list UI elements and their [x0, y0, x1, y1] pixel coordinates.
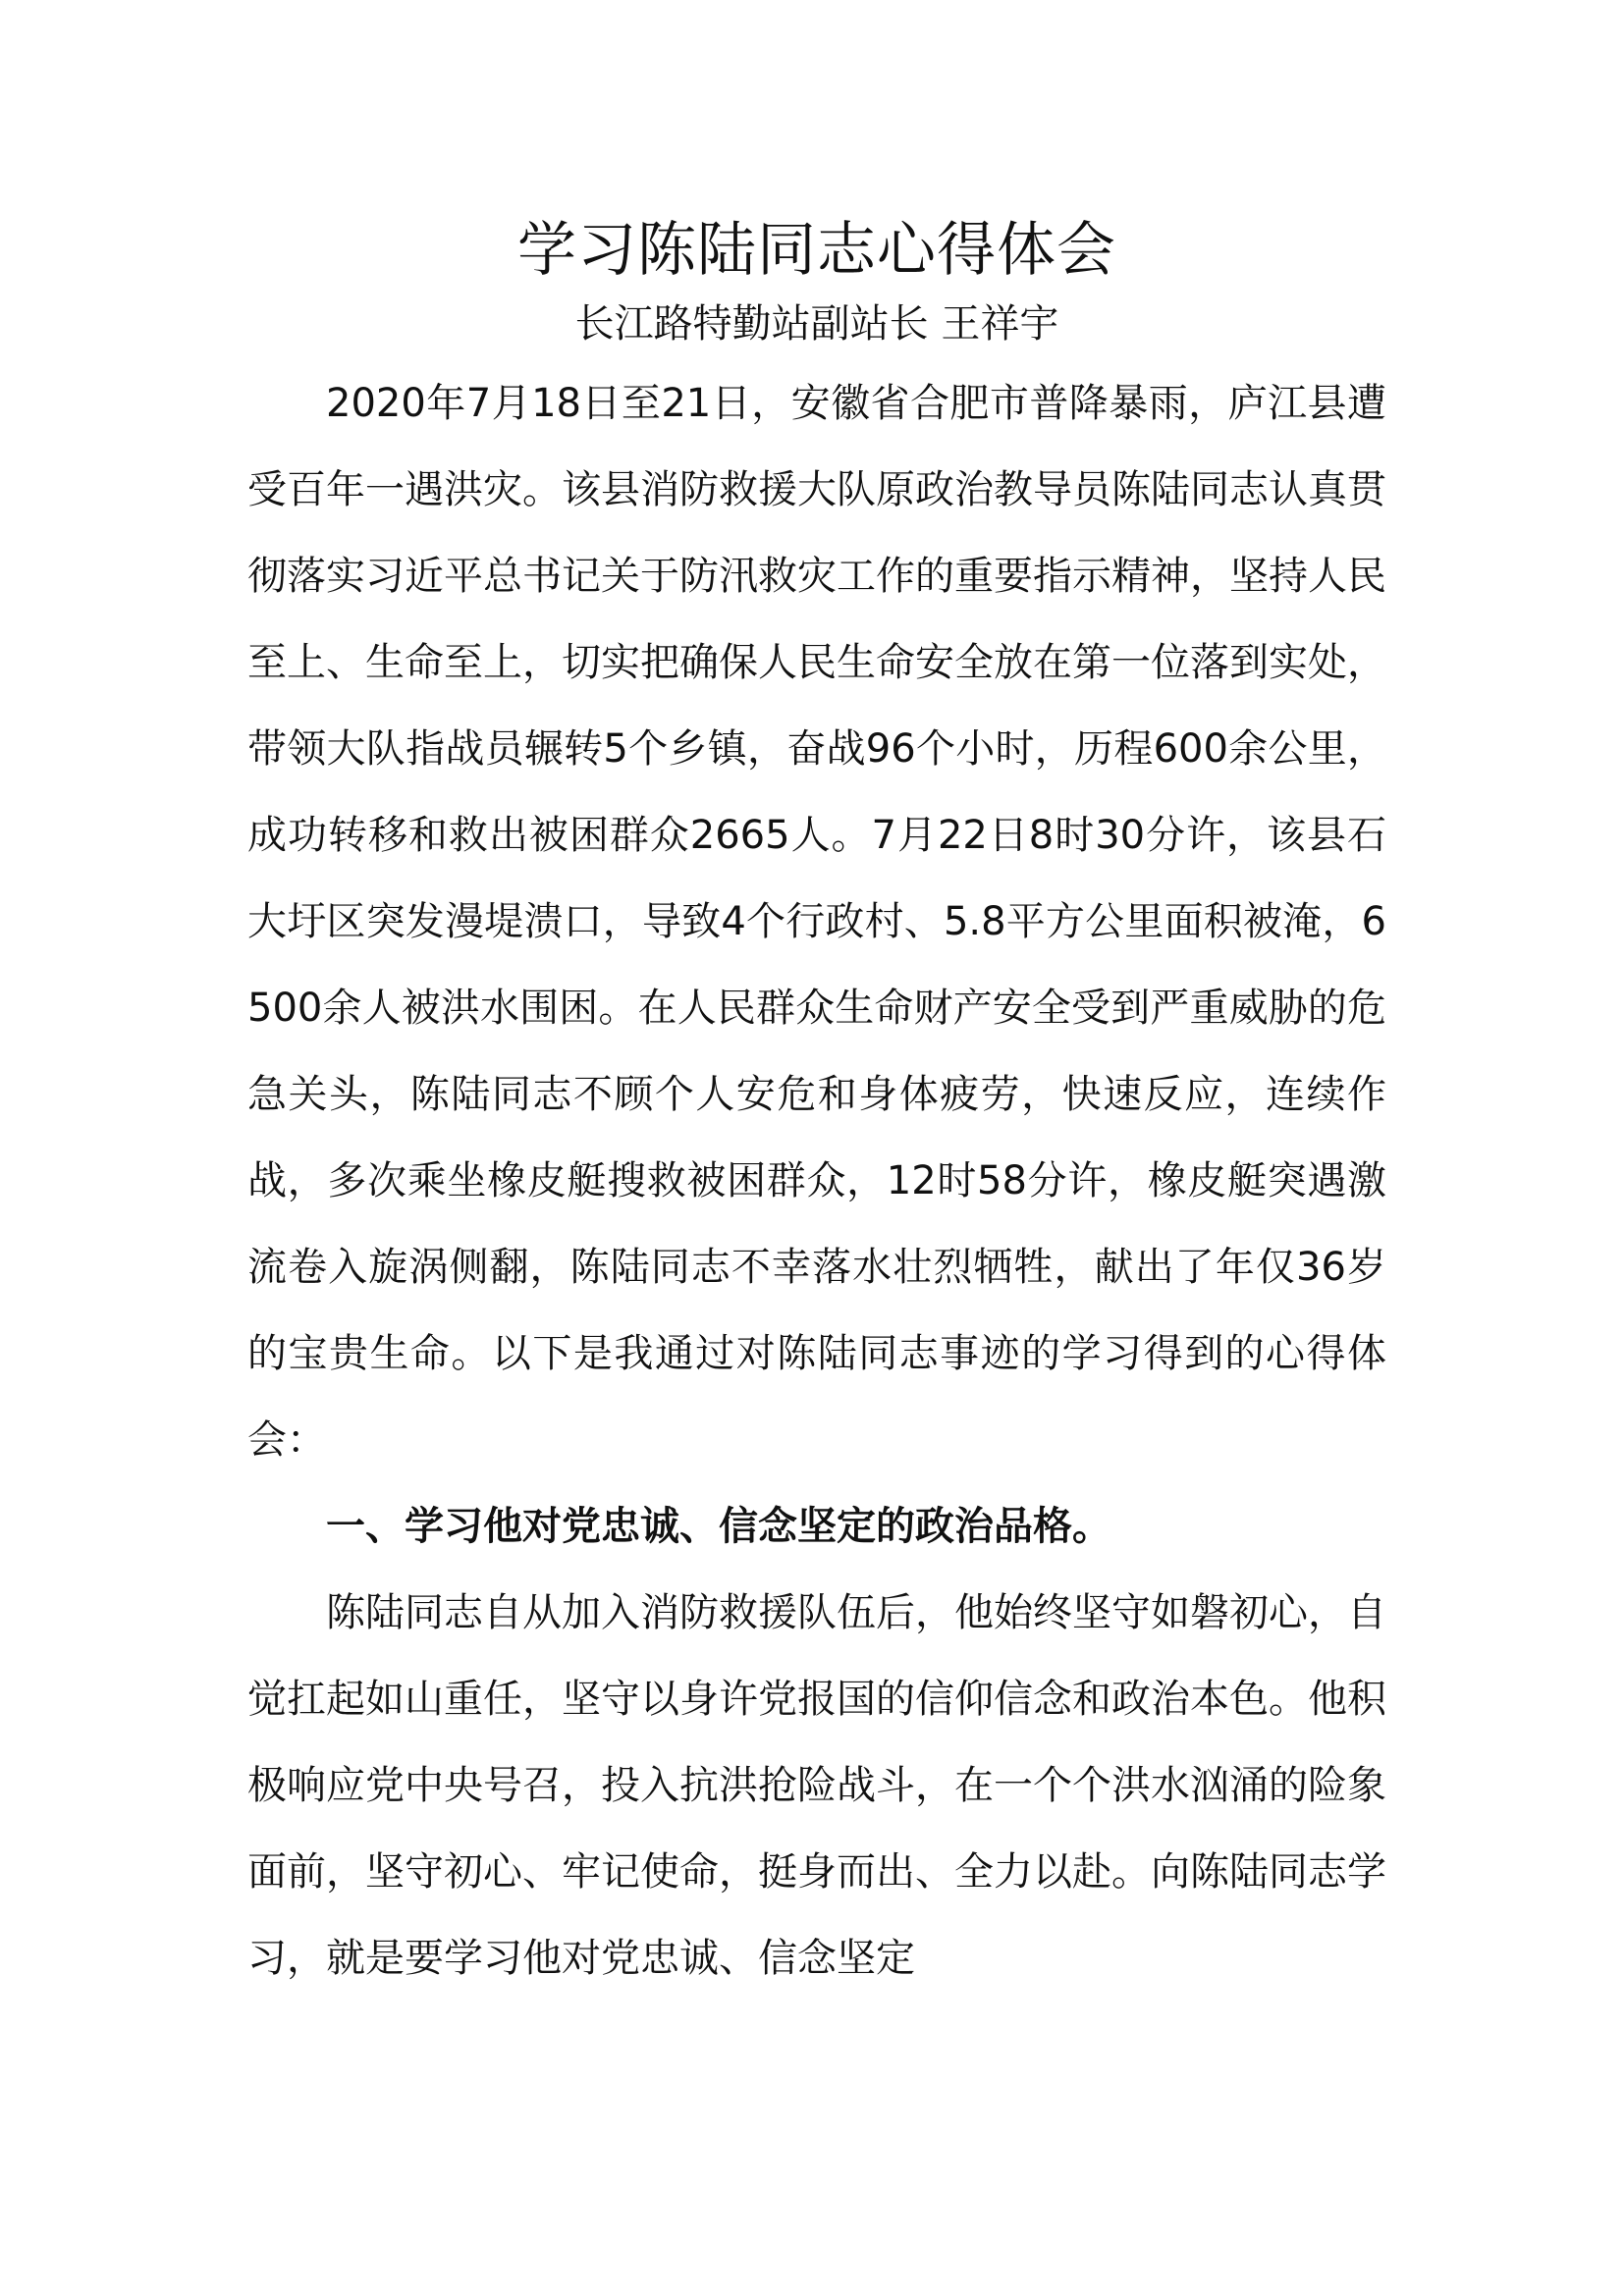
intro-paragraph: 2020年7月18日至21日，安徽省合肥市普降暴雨，庐江县遭受百年一遇洪灾。该县消防救援大队原政治教导员陈陆同志认真贯彻落实习近平总书记关于防汛救灾工作的重要指示精神，坚持人民至上、生命至上，切实把确保人民生命安全放在第一位落到实处，带领大队指战员辗转5个乡镇，奋战96个小时，历程600余公里，成功转移和救出被困群众2665人。7月22日8时30分许，该县石大圩区突发漫堤溃口，导致4个行政村、5.8平方公里面积被淹，6500余人被洪水围困。在人民群众生命财产安全受到严重威胁的危急关头，陈陆同志不顾个人安危和身体疲劳，快速反应，连续作战，多次乘坐橡皮艇搜救被困群众，12时58分许，橡皮艇突遇激流卷入旋涡侧翻，陈陆同志不幸落水壮烈牺牲，献出了年仅36岁的宝贵生命。以下是我通过对陈陆同志事迹的学习得到的心得体会：: [247, 381, 1386, 1463]
section-paragraph: 陈陆同志自从加入消防救援队伍后，他始终坚守如磐初心，自觉扛起如山重任，坚守以身许党报国的信仰信念和政治本色。他积极响应党中央号召，投入抗洪抢险战斗，在一个个洪水汹涌的险象面前，坚守初心、牢记使命，挺身而出、全力以赴。向陈陆同志学习，就是要学习他对党忠诚、信念坚定: [247, 1590, 1386, 1981]
author-line: 长江路特勤站副站长 王祥宇: [574, 301, 1059, 347]
document-title: 学习陈陆同志心得体会: [517, 216, 1116, 285]
document-page: [247, 211, 1386, 2002]
section-heading: 一、学习他对党忠诚、信念坚定的政治品格。: [326, 1504, 1111, 1549]
